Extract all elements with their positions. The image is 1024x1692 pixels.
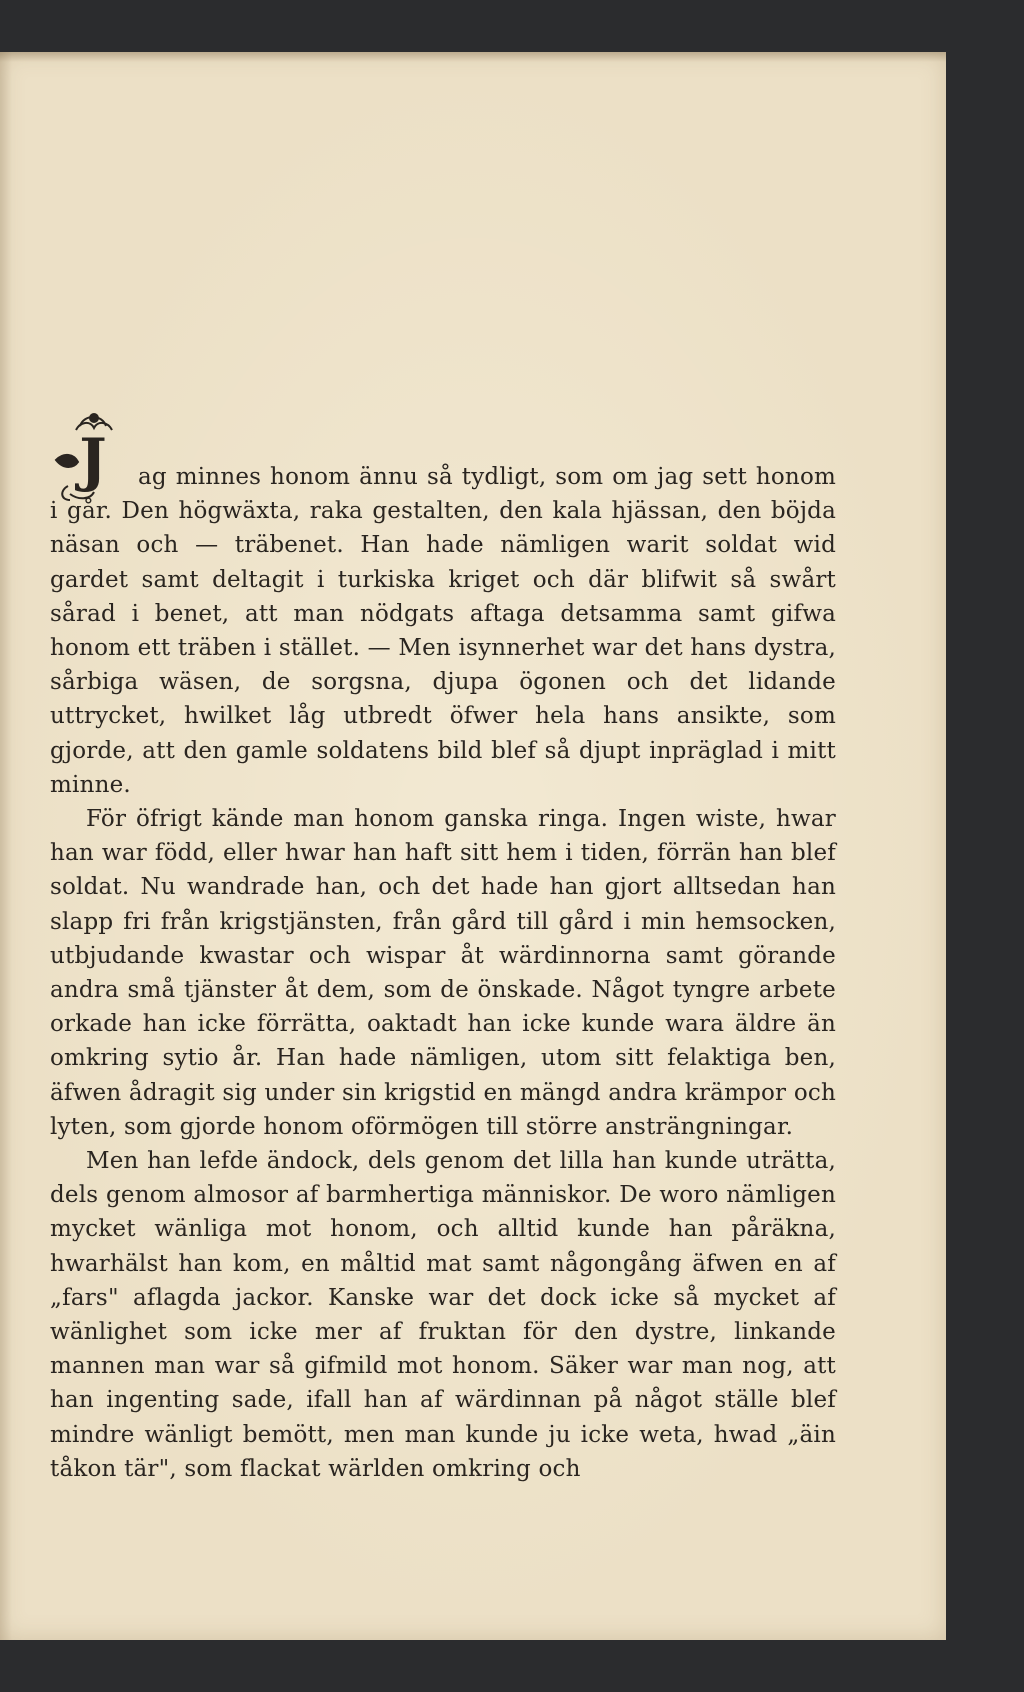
paragraph-3: Men han lefde ändock, dels genom det lilla han kunde uträtta, dels genom almosor af barmhertiga människor. De woro nämligen mycket wänliga mot honom, och alltid kunde han påräkna, hwarhälst han kom, en måltid mat samt någongång äfwen en af „fars" aflagda jackor. Kanske war det dock icke så mycket af wänlighet som icke mer af fruktan för den dystre, linkande mannen man war så gifmild mot honom. Säker war man nog, att han ingenting sade, ifall han af wärdinnan på något ställe blef mindre wänligt bemött, men man kunde ju icke weta, hwad „äin tåkon tär", som flackat wärlden omkring och — [50, 1148, 836, 1482]
paragraph-1-first-line: ag minnes honom ännu så tydligt, som om jag sett honom — [138, 464, 836, 490]
page-top-edge — [0, 52, 946, 62]
body-text — [50, 460, 836, 1486]
paragraph-1 — [50, 460, 836, 802]
dropcap-letter: J — [79, 426, 107, 494]
paragraph-2: För öfrigt kände man honom ganska ringa. Ingen wiste, hwar han war född, eller hwar han haft sitt hem i tiden, förrän han blef soldat. Nu wandrade han, och det hade han gjort alltsedan han slapp fri från krigstjänsten, från gård till gård i min hemsocken, utbjudande kwastar och wispar åt wärdinnorna samt görande andra små tjänster åt dem, som de önskade. Något tyngre arbete orkade han icke förrätta, oaktadt han icke kunde wara äldre än omkring sytio år. Han hade nämligen, utom sitt felaktiga ben, äfwen ådragit sig under sin krigstid en mängd andra krämpor och lyten, som gjorde honom oförmögen till större ansträngningar. — [50, 806, 836, 1140]
bleed-through-shadow — [544, 270, 904, 390]
paragraph-1-rest: i går. Den högwäxta, raka gestalten, den kala hjässan, den böjda näsan och — träbenet. Han hade nämligen warit soldat wid gardet samt deltagit i turkiska kriget och där blifwit så swårt sårad i benet, att man nödgats aftaga detsamma samt gifwa honom ett träben i stället. — Men isynnerhet war det hans dystra, sårbiga wäsen, de sorgsna, djupa ögonen och det lidande uttrycket, hwilket låg utbredt öfwer hela hans ansikte, som gjorde, att den gamle soldatens bild blef så djupt inpräglad i mitt minne. — [50, 498, 836, 798]
